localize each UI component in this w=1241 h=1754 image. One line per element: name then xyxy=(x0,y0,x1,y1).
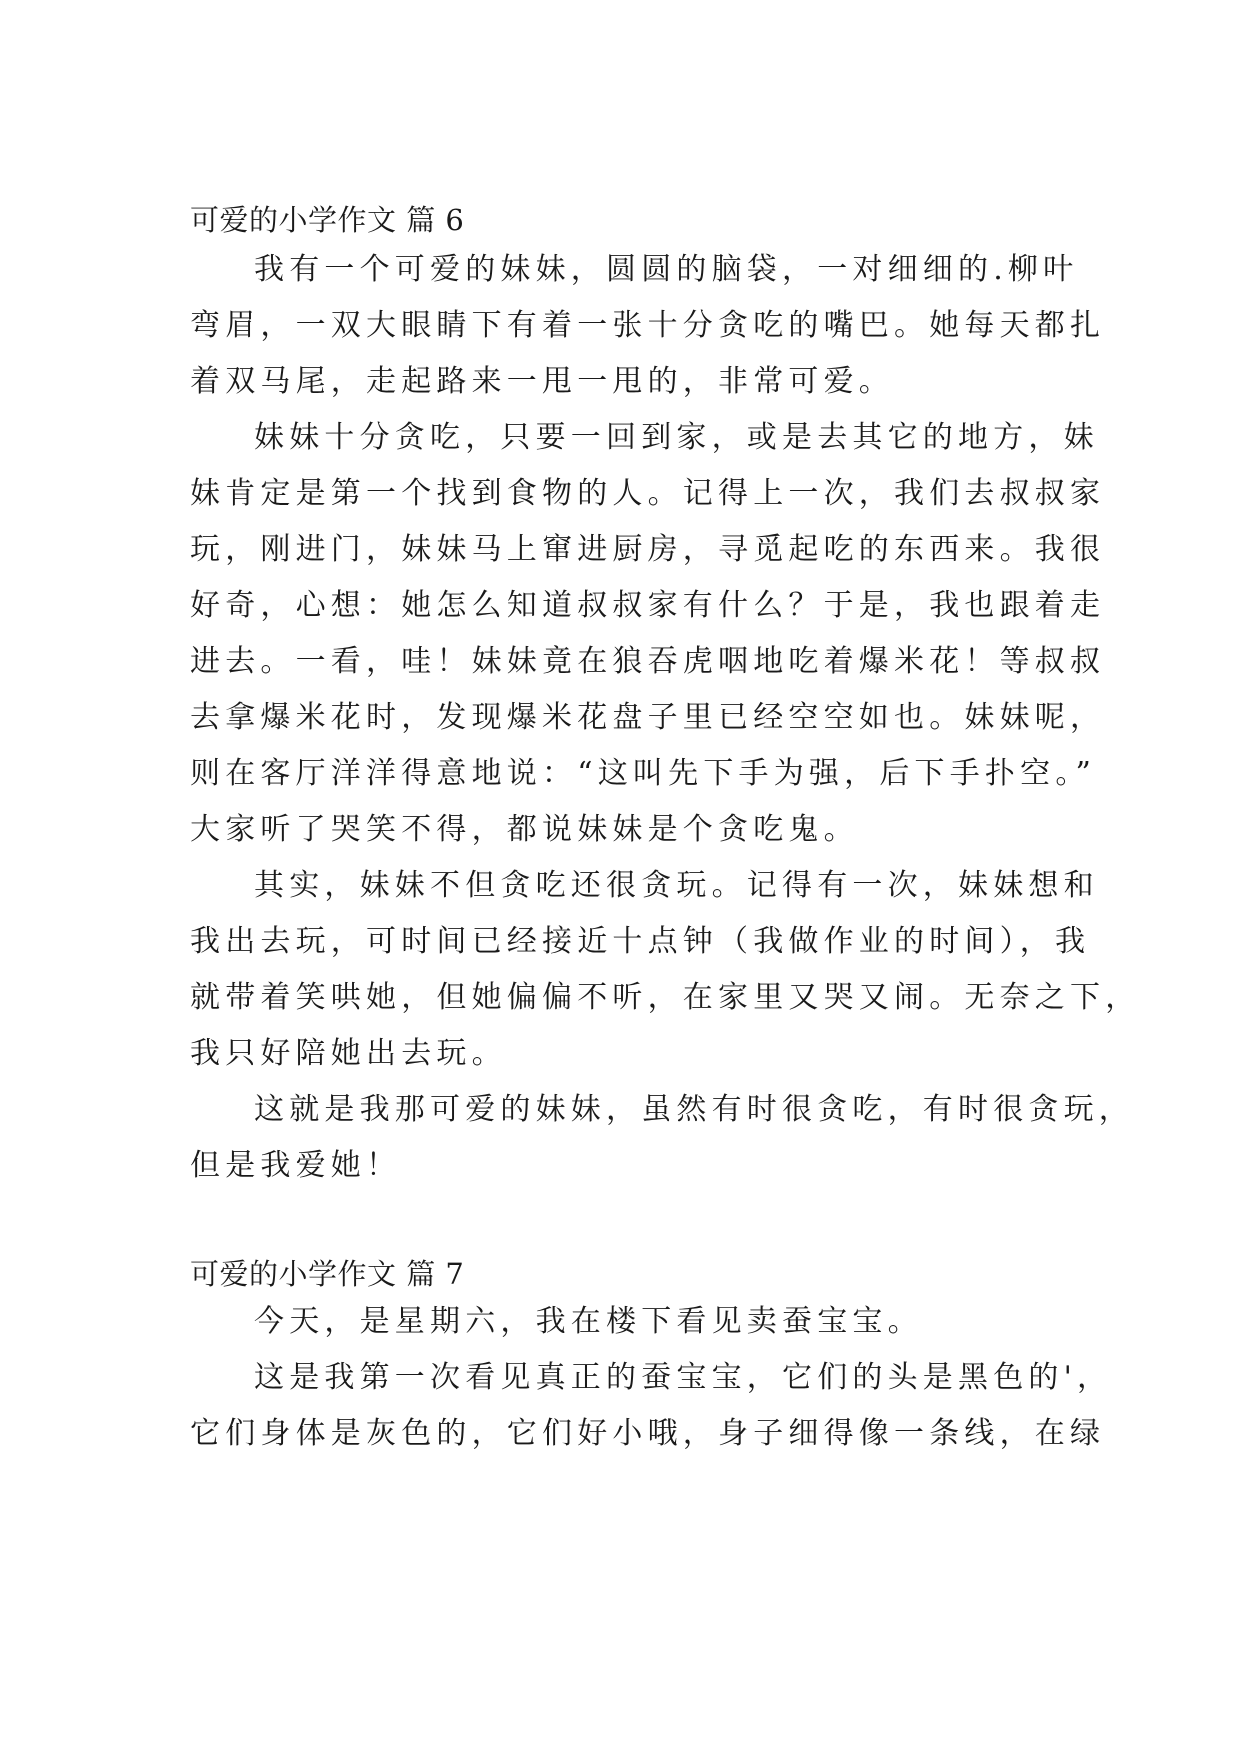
essay-6-line: 我只好陪她出去玩。 xyxy=(190,1036,507,1071)
essay-6-line: 妹肯定是第一个找到食物的人。记得上一次，我们去叔叔家 xyxy=(190,476,1106,511)
essay-6-line: 玩，刚进门，妹妹马上窜进厨房，寻觅起吃的东西来。我很 xyxy=(190,532,1106,567)
essay-6-title: 可爱的小学作文 篇 6 xyxy=(190,203,465,237)
essay-6-line: 但是我爱她！ xyxy=(190,1148,402,1183)
essay-6-line: 大家听了哭笑不得，都说妹妹是个贪吃鬼。 xyxy=(190,812,859,847)
essay-6-line: 就带着笑哄她，但她偏偏不听，在家里又哭又闹。无奈之下， xyxy=(190,980,1141,1015)
essay-6-line: 去拿爆米花时，发现爆米花盘子里已经空空如也。妹妹呢， xyxy=(190,700,1106,735)
essay-7-line: 这是我第一次看见真正的蚕宝宝，它们的头是黑色的'， xyxy=(254,1360,1113,1395)
essay-6-line: 我出去玩，可时间已经接近十点钟（我做作业的时间），我 xyxy=(190,924,1091,959)
essay-6-line: 着双马尾，走起路来一甩一甩的，非常可爱。 xyxy=(190,364,894,399)
essay-7-title: 可爱的小学作文 篇 7 xyxy=(190,1257,465,1291)
essay-6-line: 妹妹十分贪吃，只要一回到家，或是去其它的地方，妹 xyxy=(254,420,1099,455)
essay-6-line: 我有一个可爱的妹妹，圆圆的脑袋，一对细细的.柳叶 xyxy=(254,252,1079,287)
essay-6-line: 弯眉，一双大眼睛下有着一张十分贪吃的嘴巴。她每天都扎 xyxy=(190,308,1106,343)
essay-7-line: 它们身体是灰色的，它们好小哦，身子细得像一条线，在绿 xyxy=(190,1416,1106,1451)
essay-6-line: 好奇，心想：她怎么知道叔叔家有什么？于是，我也跟着走 xyxy=(190,588,1106,623)
essay-6-line: 这就是我那可爱的妹妹，虽然有时很贪吃，有时很贪玩， xyxy=(254,1092,1134,1127)
essay-7-line: 今天，是星期六，我在楼下看见卖蚕宝宝。 xyxy=(254,1304,923,1339)
essay-6-line: 则在客厅洋洋得意地说：“这叫先下手为强，后下手扑空。” xyxy=(190,756,1097,791)
essay-6-line: 进去。一看，哇！妹妹竟在狼吞虎咽地吃着爆米花！等叔叔 xyxy=(190,644,1106,679)
essay-6-line: 其实，妹妹不但贪吃还很贪玩。记得有一次，妹妹想和 xyxy=(254,868,1099,903)
